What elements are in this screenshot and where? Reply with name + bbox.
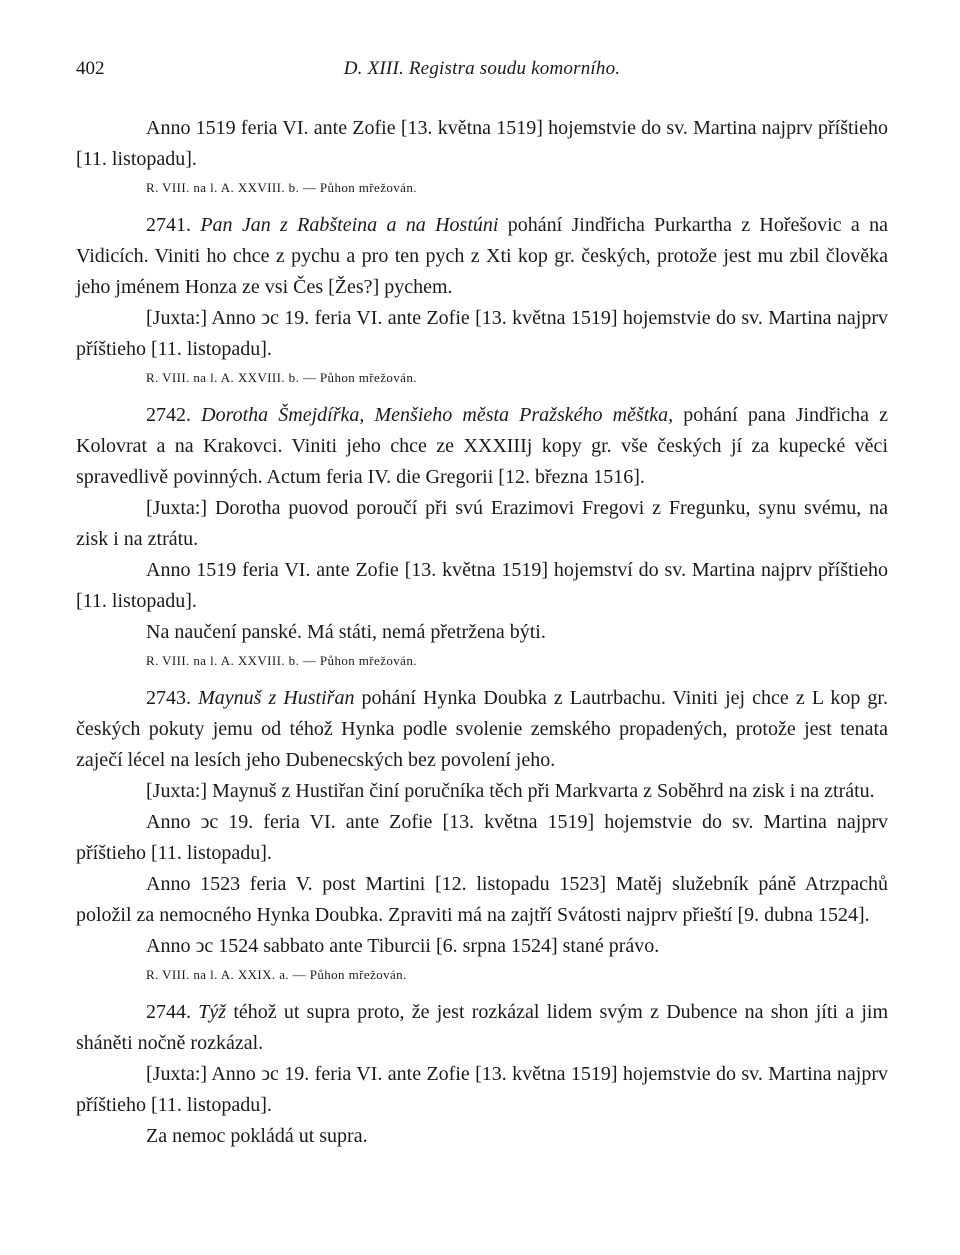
entry-note: [Juxta:] Anno ↄc 19. feria VI. ante Zofie [13. května 1519] hojemstvie do sv. Martina najprv příštieho [11. listopadu]. [76, 307, 888, 360]
entry-note: [Juxta:] Dorotha puovod poroučí při svú Erazimovi Fregovi z Fregunku, synu svému, na zisk i na ztrátu. [76, 497, 888, 550]
entry-names: Pan Jan z Rabšteina a na Hostúni [200, 214, 499, 236]
entry-paragraph [76, 400, 888, 493]
entry-note: Anno 1523 feria V. post Martini [12. listopadu 1523] Matěj služebník páně Atrzpachů položil za nemocného Hynka Doubka. Zpraviti má na zajtří Svátosti najprv přieští [9. dubna 1524]. [76, 873, 888, 926]
entry-number: 2743. [146, 687, 191, 709]
document-page [76, 58, 888, 1152]
page-header [76, 58, 888, 88]
entry-note: [Juxta:] Maynuš z Hustiřan činí poručníka těch při Markvarta z Soběhrd na zisk i na ztrátu. [146, 780, 875, 802]
entry-number: 2742. [146, 404, 191, 426]
entry-text: pohání Jindřicha Purkartha z Hořešovic a na Vidicích. Viniti ho chce z pychu a pro ten pych z Xti kop gr. českých, protože jest mu zbil člověka jeho jménem Honza ze vsi Čes [Žes?] pychem. [76, 214, 889, 298]
source-reference: R. VIII. na l. A. XXVIII. b. — Půhon mřežován. [146, 370, 417, 385]
intro-paragraph: Anno 1519 feria VI. ante Zofie [13. května 1519] hojemstvie do sv. Martina najprv příštieho [11. listopadu]. [76, 117, 888, 170]
entry-note: [Juxta:] Anno ↄc 19. feria VI. ante Zofie [13. května 1519] hojemstvie do sv. Martina najprv příštieho [11. listopadu]. [76, 1063, 888, 1116]
entry-text: pohání Hynka Doubka z Lautrbachu. Viniti jej chce z L kop gr. českých pokuty jemu od téhož Hynka podle svolenie zemského propadených, protože jest tenata zaječí lécel na lesích jeho Dubenecských bez povolení jeho. [76, 687, 888, 771]
entry-paragraph [76, 683, 888, 776]
entry-names: Týž [198, 1001, 227, 1023]
entry-names: Dorotha Šmejdířka, Menšieho města Pražského měštka [201, 404, 669, 426]
entry-note: Na naučení panské. Má státi, nemá přetržena býti. [146, 621, 546, 643]
document-body [76, 113, 888, 1152]
running-title: D. XIII. Registra soudu komorního. [343, 58, 621, 79]
entry-note: Anno 1519 feria VI. ante Zofie [13. května 1519] hojemství do sv. Martina najprv příštieho [11. listopadu]. [76, 559, 888, 612]
source-reference: R. VIII. na l. A. XXIX. a. — Půhon mřežován. [146, 967, 407, 982]
entry-paragraph [76, 210, 888, 303]
entry-text: , pohání pana Jindřicha z Kolovrat a na Krakovci. Viniti jeho chce ze XXXIIIj kopy gr. vše českých jí za kupecké věci spravedlivě povinných. Actum feria IV. die Gregorii [12. března 1516]. [76, 404, 889, 488]
source-reference: R. VIII. na l. A. XXVIII. b. — Půhon mřežován. [146, 653, 417, 668]
entry-number: 2744. [146, 1001, 191, 1023]
source-reference: R. VIII. na l. A. XXVIII. b. — Půhon mřežován. [146, 180, 417, 195]
entry-note: Za nemoc pokládá ut supra. [146, 1125, 368, 1147]
entry-number: 2741. [146, 214, 191, 236]
entry-names: Maynuš z Hustiřan [198, 687, 355, 709]
page-number: 402 [76, 58, 105, 79]
entry-paragraph [76, 997, 888, 1059]
entry-text: téhož ut supra proto, že jest rozkázal lidem svým z Dubence na shon jíti a jim sháněti nočně rozkázal. [76, 1001, 889, 1054]
entry-note: Anno ↄc 1524 sabbato ante Tiburcii [6. srpna 1524] stané právo. [146, 935, 660, 957]
entry-note: Anno ↄc 19. feria VI. ante Zofie [13. května 1519] hojemstvie do sv. Martina najprv příštieho [11. listopadu]. [76, 811, 888, 864]
